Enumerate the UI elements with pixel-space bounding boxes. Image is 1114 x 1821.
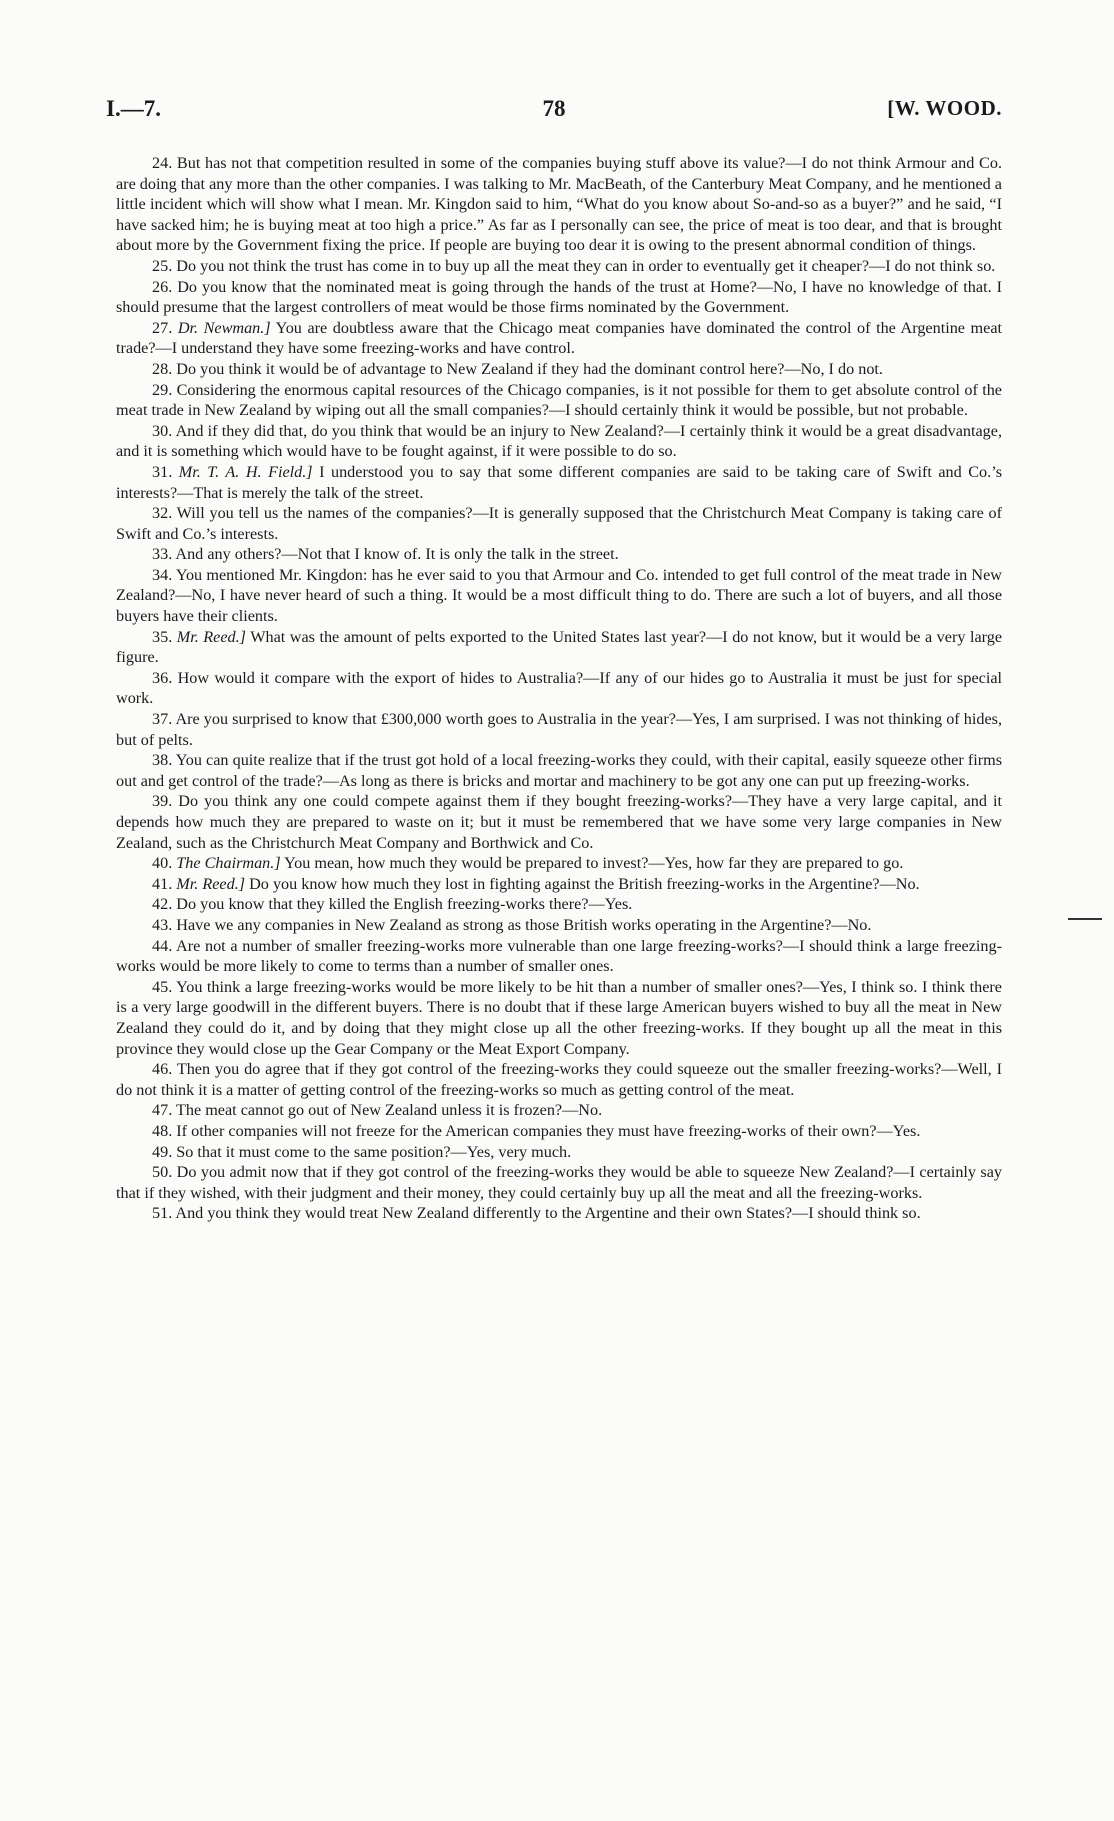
question-number: 39. xyxy=(152,792,173,811)
testimony-paragraph xyxy=(116,750,1002,791)
question-answer-text: But has not that competition resulted in some of the companies buying stuff above its value?—I do not think Armour and Co. are doing that any more than the other companies. I was talking to Mr. MacBeath, of the Canterbury Meat Company, and he mentioned a little incident which will show what I mean. Mr. Kingdon said to him, “What do you know about So-and-so as a buyer?” and he said, “I have sacked him; he is buying meat at too high a price.” As far as I personally can see, the price of meat is too dear, and that is brought about more by the Government fixing the price. If people are buying too dear it is owing to the present abnormal condition of things. xyxy=(116,154,1002,255)
testimony-paragraph xyxy=(116,977,1002,1059)
testimony-paragraph xyxy=(116,1059,1002,1100)
question-number: 48. xyxy=(152,1121,173,1140)
testimony-paragraph xyxy=(116,709,1002,750)
question-number: 49. xyxy=(152,1142,173,1161)
question-answer-text: Are not a number of smaller freezing-works more vulnerable than one large freezing-works?—I should think a large freezing-works would be more likely to come to terms than a number of smaller ones. xyxy=(116,936,1002,976)
speaker-name: Mr. Reed.] xyxy=(176,627,246,646)
question-answer-text: You are doubtless aware that the Chicago meat companies have dominated the control of the Argentine meat trade?—I understand they have some freezing-works and have control. xyxy=(116,318,1003,358)
question-answer-text: You mean, how much they would be prepared to invest?—Yes, how far they are prepared to go. xyxy=(284,854,904,873)
question-answer-text: The meat cannot go out of New Zealand unless it is frozen?—No. xyxy=(176,1101,603,1120)
question-number: 45. xyxy=(152,977,173,996)
question-number: 50. xyxy=(152,1163,173,1182)
testimony-paragraph xyxy=(116,380,1002,421)
question-number: 26. xyxy=(152,277,173,296)
testimony-paragraph xyxy=(116,791,1002,853)
testimony-paragraph xyxy=(116,421,1002,462)
testimony-paragraph xyxy=(116,277,1002,318)
question-answer-text: Then you do agree that if they got control of the freezing-works they could squeeze out the smaller freezing-works?—Well, I do not think it is a matter of getting control of the freezing-works so much as getting control of the meat. xyxy=(116,1060,1002,1099)
question-number: 42. xyxy=(152,895,173,914)
testimony-paragraph xyxy=(116,936,1002,977)
question-number: 44. xyxy=(152,936,173,955)
witness-name: [W. WOOD. xyxy=(887,96,1002,120)
testimony-paragraph xyxy=(116,894,1002,915)
testimony-paragraph xyxy=(116,565,1002,627)
page-header xyxy=(106,96,1002,136)
question-number: 29. xyxy=(152,380,173,399)
question-number: 36. xyxy=(152,668,173,687)
question-number: 43. xyxy=(152,915,173,934)
testimony-paragraph xyxy=(116,915,1002,936)
question-answer-text: Will you tell us the names of the companies?—It is generally supposed that the Christchurch Meat Company is taking care of Swift and Co.’s interests. xyxy=(116,504,1002,543)
testimony-paragraph xyxy=(116,1100,1002,1121)
testimony-paragraph xyxy=(116,359,1002,380)
speaker-name: Mr. Reed.] xyxy=(176,874,246,893)
question-answer-text: So that it must come to the same position?—Yes, very much. xyxy=(176,1142,572,1161)
question-answer-text: Do you think any one could compete against them if they bought freezing-works?—They have a very large capital, and it depends how much they are prepared to waste on it; but it must be remembered that we have some very large companies in New Zealand, such as the Christchurch Meat Company and Borthwick and Co. xyxy=(116,792,1002,852)
testimony-paragraph xyxy=(116,153,1002,256)
question-answer-text: And any others?—Not that I know of. It is only the talk in the street. xyxy=(175,545,619,564)
testimony-paragraph xyxy=(116,627,1002,668)
question-answer-text: How would it compare with the export of hides to Australia?—If any of our hides go to Australia it must be just for special work. xyxy=(116,668,1003,708)
testimony-paragraph xyxy=(116,1121,1002,1142)
testimony-paragraph xyxy=(116,256,1002,277)
question-answer-text: I understood you to say that some different companies are said to be taking care of Swift and Co.’s interests?—That is merely the talk of the street. xyxy=(116,462,1002,502)
testimony-paragraph xyxy=(116,1162,1002,1203)
question-answer-text: Do you admit now that if they got control of the freezing-works they would be able to squeeze New Zealand?—I certainly say that if they wished, with their judgment and their money, they could certainly buy up all the meat and all the freezing-works. xyxy=(116,1163,1003,1202)
question-answer-text: You mentioned Mr. Kingdon: has he ever said to you that Armour and Co. intended to get full control of the meat trade in New Zealand?—No, I have never heard of such a thing. It would be a most difficult thing to do. There are such a lot of buyers, and all those buyers have their clients. xyxy=(116,565,1002,626)
question-number: 46. xyxy=(152,1060,173,1079)
question-number: 31. xyxy=(152,462,173,481)
testimony-paragraph xyxy=(116,318,1002,359)
question-number: 51. xyxy=(152,1204,173,1223)
question-answer-text: What was the amount of pelts exported to the United States last year?—I do not know, but it would be a very large figure. xyxy=(116,627,1003,667)
question-answer-text: Have we any companies in New Zealand as strong as those British works operating in the Argentine?—No. xyxy=(176,915,872,934)
question-answer-text: Considering the enormous capital resources of the Chicago companies, is it not possible for them to get absolute control of the meat trade in New Zealand by wiping out all the small companies?—I should certainly think it would be possible, but not probable. xyxy=(116,380,1002,420)
question-answer-text: And if they did that, do you think that would be an injury to New Zealand?—I certainly think it would be a great disadvantage, and it is something which would have to be fought against, if it were possible to do so. xyxy=(116,421,1002,461)
testimony-body xyxy=(116,153,1002,1224)
testimony-paragraph xyxy=(116,544,1002,565)
speaker-name: The Chairman.] xyxy=(176,854,281,873)
testimony-paragraph xyxy=(116,1142,1002,1163)
margin-dash xyxy=(1068,918,1102,920)
testimony-paragraph xyxy=(116,874,1002,895)
question-number: 40. xyxy=(152,854,173,873)
question-number: 27. xyxy=(152,318,173,337)
question-number: 32. xyxy=(152,504,173,523)
question-answer-text: If other companies will not freeze for the American companies they must have freezing-works of their own?—Yes. xyxy=(176,1121,921,1140)
testimony-paragraph xyxy=(116,668,1002,709)
question-number: 30. xyxy=(152,421,173,440)
question-answer-text: You think a large freezing-works would be more likely to be hit than a number of smaller ones?—Yes, I think so. I think there is a very large goodwill in the different buyers. There is no doubt that if these large American buyers wished to buy all the meat in New Zealand they could do it, and by doing that they might close up all the other freezing-works. If they bought up all the meat in this province they would close up the Gear Company or the Meat Export Company. xyxy=(116,977,1002,1058)
testimony-paragraph xyxy=(116,503,1002,544)
question-answer-text: Do you know that the nominated meat is going through the hands of the trust at Home?—No, I have no knowledge of that. I should presume that the largest controllers of meat would be those firms nominated by the Government. xyxy=(116,277,1002,317)
question-number: 47. xyxy=(152,1101,173,1120)
question-answer-text: Do you know that they killed the English freezing-works there?—Yes. xyxy=(176,895,633,914)
question-number: 34. xyxy=(152,565,173,584)
speaker-name: Dr. Newman.] xyxy=(177,318,271,337)
question-number: 37. xyxy=(152,710,173,729)
speaker-name: Mr. T. A. H. Field.] xyxy=(178,462,313,481)
question-number: 41. xyxy=(152,874,173,893)
question-answer-text: Are you surprised to know that £300,000 worth goes to Australia in the year?—Yes, I am surprised. I was not thinking of hides, but of pelts. xyxy=(116,710,1003,749)
question-number: 38. xyxy=(152,751,173,770)
testimony-paragraph xyxy=(116,1203,1002,1224)
question-answer-text: Do you know how much they lost in fighting against the British freezing-works in the Argentine?—No. xyxy=(249,874,920,893)
testimony-paragraph xyxy=(116,462,1002,503)
question-number: 25. xyxy=(152,256,173,275)
paper-reference: I.—7. xyxy=(106,96,161,121)
page-number: 78 xyxy=(542,96,566,121)
question-number: 35. xyxy=(152,627,173,646)
question-number: 33. xyxy=(152,545,173,564)
question-answer-text: You can quite realize that if the trust got hold of a local freezing-works they could, with their capital, easily squeeze other firms out and get control of the trade?—As long as there is bricks and mortar and machinery to be got any one can put up freezing-works. xyxy=(116,751,1002,790)
question-answer-text: Do you not think the trust has come in to buy up all the meat they can in order to eventually get it cheaper?—I do not think so. xyxy=(176,256,996,275)
question-answer-text: And you think they would treat New Zealand differently to the Argentine and their own States?—I should think so. xyxy=(175,1204,921,1223)
testimony-paragraph xyxy=(116,853,1002,874)
question-number: 24. xyxy=(152,154,173,172)
question-answer-text: Do you think it would be of advantage to New Zealand if they had the dominant control here?—No, I do not. xyxy=(176,359,883,378)
question-number: 28. xyxy=(152,359,173,378)
